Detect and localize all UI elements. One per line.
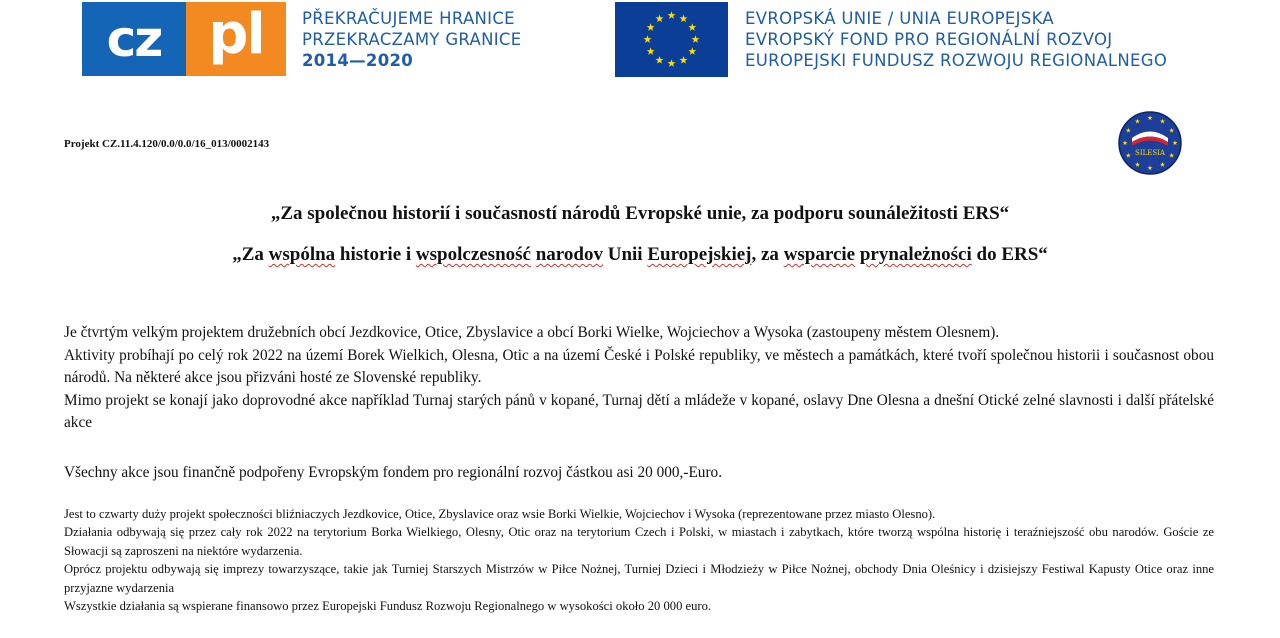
cz-funding-summary: Všechny akce jsou finančně podpořeny Evropským fondem pro regionální rozvoj částkou asi 20 000,-Euro. xyxy=(64,464,723,481)
emblem-label: SILESIA xyxy=(1135,149,1165,157)
motto-line-pl: PRZEKRACZAMY GRANICE xyxy=(302,30,522,49)
pl-description xyxy=(64,505,1214,615)
czpl-logo xyxy=(82,2,286,76)
motto-years: 2014—2020 xyxy=(302,51,414,70)
title-pl: „Za wspólna historie i wspolczesność narodov Unii Europejskiej, za wsparcie prynależności do ERS“ xyxy=(232,244,1048,265)
cz-paragraph: Je čtvrtým velkým projektem družebních obcí Jezdkovice, Otice, Zbyslavice a obcí Borki Wielke, Wojciechov a Wysoka (zastoupeny městem Olesnem). xyxy=(64,324,1000,341)
eu-flag-icon xyxy=(615,2,728,77)
eu-line-2: EVROPSKÝ FOND PRO REGIONÁLNÍ ROZVOJ xyxy=(745,30,1113,49)
pl-paragraph: Działania odbywają się przez cały rok 2022 na terytorium Borka Wielkiego, Olesny, Otic oraz na terytorium Czech i Polski, w miastach i zabytkach, które tworzą wspólna historię i teraźniejszość obu narodów. Goście ze Słowacji są zaproszeni na niektóre wydarzenia. xyxy=(64,525,1214,558)
pl-paragraph: Jest to czwarty duży projekt społeczności bliźniaczych Jezdkovice, Otice, Zbyslavice oraz wsie Borki Wielkie, Wojciechov i Wysoka (reprezentowane przez miasto Olesno). xyxy=(64,507,936,521)
logo-cz-block: cz xyxy=(82,2,186,76)
cz-paragraph: Mimo projekt se konají jako doprovodné akce například Turnaj starých pánů v kopané, Turnaj dětí a mládeže v kopané, oslavy Dne Olesna a dnešní Otické zelné slavnosti i další přátelské akce xyxy=(64,391,1214,431)
program-motto xyxy=(302,8,521,71)
project-number: Projekt CZ.11.4.120/0.0/0.0/16_013/0002143 xyxy=(64,138,270,150)
cz-description xyxy=(64,322,1214,435)
pl-paragraph: Oprócz projektu odbywają się imprezy towarzyszące, takie jak Turniej Starszych Mistrzów w Piłce Nożnej, Turniej Dzieci i Młodzieży w Piłce Nożnej, obchody Dnia Oleśnicy i dzisiejszy Festiwal Kapusty Otice oraz inne przyjazne wydarzenia xyxy=(64,562,1214,595)
pl-paragraph: Wszystkie działania są wspierane finansowo przez Europejski Fundusz Rozwoju Regionalnego w wysokości około 20 000 euro. xyxy=(64,599,712,614)
cz-paragraph: Aktivity probíhají po celý rok 2022 na území Borek Wielkich, Olesna, Otic a na území České i Polské republiky, ve městech a památkách, které tvoří společnou historii i současnost obou národů. Na některé akce jsou přizváni hosté ze Slovenské republiky. xyxy=(64,346,1214,386)
silesia-emblem-icon xyxy=(1118,111,1182,175)
logo-pl-block: pl xyxy=(186,2,286,76)
eu-fund-text xyxy=(745,8,1167,71)
title-cz: „Za společnou historií i současností národů Evropské unie, za podporu sounáležitosti ERS“ xyxy=(270,203,1010,224)
eu-line-1: EVROPSKÁ UNIE / UNIA EUROPEJSKA xyxy=(745,9,1055,28)
eu-line-3: EUROPEJSKI FUNDUSZ ROZWOJU REGIONALNEGO xyxy=(745,51,1168,70)
motto-line-cz: PŘEKRAČUJEME HRANICE xyxy=(302,9,515,28)
